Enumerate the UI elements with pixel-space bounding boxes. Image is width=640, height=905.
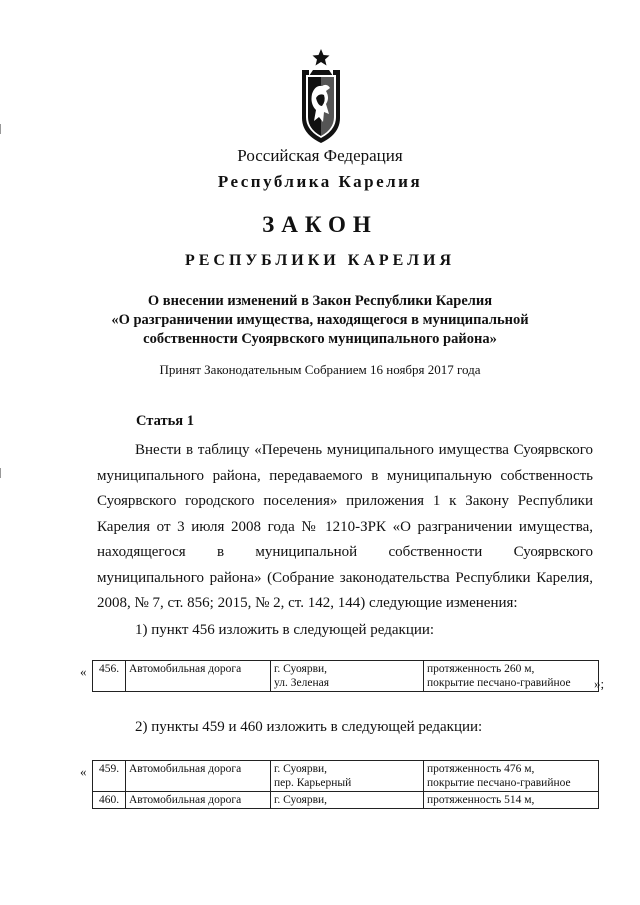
amendment-table-1 <box>92 660 599 692</box>
table-row <box>93 792 599 809</box>
object-type-cell <box>126 761 271 792</box>
karelia-coat-of-arms-emblem <box>293 48 349 146</box>
characteristics-cell <box>424 761 599 792</box>
opening-quote: « <box>80 764 87 779</box>
location-cell <box>271 792 424 809</box>
characteristics-cell <box>424 661 599 692</box>
location-cell-text: г. Суоярви, <box>274 763 328 775</box>
article-body <box>97 438 593 617</box>
republic-title: Республика Карелия <box>217 172 423 191</box>
item-number-cell <box>93 792 126 809</box>
item-number-cell-text: 456. <box>98 663 120 675</box>
item-number-cell-text: 459. <box>98 763 120 775</box>
table-row <box>93 761 599 792</box>
location-cell-text: ул. Зеленая <box>274 677 329 689</box>
item-number-cell <box>93 661 126 692</box>
object-type-cell-text: Автомобильная дорога <box>129 794 242 806</box>
characteristics-cell <box>424 792 599 809</box>
scan-edge-mark <box>0 124 1 134</box>
characteristics-cell-text: протяженность 514 м, <box>427 794 535 806</box>
characteristics-cell-text: протяженность 260 м, <box>427 663 535 675</box>
article-paragraph: Внести в таблицу «Перечень муниципального имущества Суоярвского муниципального района, передаваемого в муниципальную собственность Суоярвского городского поселения» приложения 1 к Закону Республики Карелия от 3 июля 2008 года № 1210-ЗРК «О разграничении имущества, находящегося в муниципальной собственности Суоярвского муниципального района» (Собрание законодательства Республики Карелия, 2008, № 7, ст. 856; 2015, № 2, ст. 142, 144) следующие изменения: <box>97 442 593 611</box>
adoption-date: Принят Законодательным Собранием 16 ноября 2017 года <box>159 362 481 377</box>
law-title <box>0 292 640 349</box>
law-title-line: О внесении изменений в Закон Республики Карелия <box>147 293 493 309</box>
item-number-cell-text: 460. <box>98 794 120 806</box>
amendment-table-2 <box>92 760 599 809</box>
location-cell <box>271 661 424 692</box>
closing-quote: »; <box>594 676 605 691</box>
amendment-item-1: 1) пункт 456 изложить в следующей редакции: <box>135 622 435 638</box>
location-cell-text: пер. Карьерный <box>274 777 352 789</box>
characteristics-cell-text: протяженность 476 м, <box>427 763 535 775</box>
law-heading: ЗАКОН <box>262 212 378 237</box>
law-title-line: собственности Суоярвского муниципального района» <box>143 331 497 347</box>
table-row <box>93 661 599 692</box>
opening-quote: « <box>80 664 87 679</box>
law-title-line: «О разграничении имущества, находящегося в муниципальной <box>111 312 529 328</box>
location-cell-text: г. Суоярви, <box>274 663 328 675</box>
object-type-cell-text: Автомобильная дорога <box>129 663 242 675</box>
article-heading: Статья 1 <box>136 413 194 429</box>
scan-edge-mark <box>0 468 1 478</box>
location-cell <box>271 761 424 792</box>
amendment-item-2: 2) пункты 459 и 460 изложить в следующей редакции: <box>135 719 483 735</box>
item-number-cell <box>93 761 126 792</box>
characteristics-cell-text: покрытие песчано-гравийное <box>427 777 571 789</box>
law-subheading: РЕСПУБЛИКИ КАРЕЛИЯ <box>184 252 456 269</box>
object-type-cell <box>126 661 271 692</box>
characteristics-cell-text: покрытие песчано-гравийное <box>427 677 571 689</box>
location-cell-text: г. Суоярви, <box>274 794 328 806</box>
object-type-cell <box>126 792 271 809</box>
federation-title: Российская Федерация <box>237 146 403 165</box>
object-type-cell-text: Автомобильная дорога <box>129 763 242 775</box>
